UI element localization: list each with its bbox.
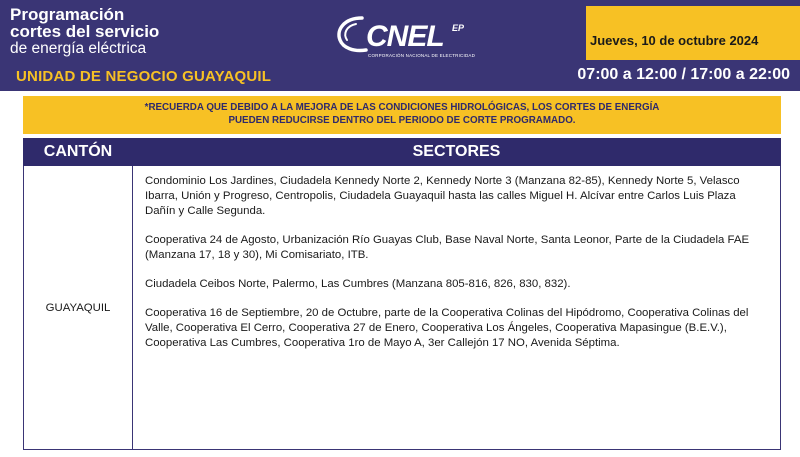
page-title <box>10 6 159 57</box>
logo-suffix: EP <box>452 23 465 33</box>
column-header-sectors: SECTORES <box>133 139 781 166</box>
notice-line-1: *RECUERDA QUE DEBIDO A LA MEJORA DE LAS CONDICIONES HIDROLÓGICAS, LOS CORTES DE ENERGÍA <box>144 102 660 113</box>
title-line-1: Programación <box>10 5 125 24</box>
business-unit-label: UNIDAD DE NEGOCIO GUAYAQUIL <box>16 68 272 85</box>
logo-subtitle: CORPORACIÓN NACIONAL DE ELECTRICIDAD <box>368 53 476 58</box>
sector-paragraph: Condominio Los Jardines, Ciudadela Kennedy Norte 2, Kennedy Norte 3 (Manzana 82-85), Kennedy Norte 5, Velasco Ibarra, Unión y Progreso, Centropolis, Ciudadela Guayaquil hasta las calles Miguel H. Alcívar entre Carlos Luis Plaza Dañín y Calle Segunda. <box>145 175 740 217</box>
title-line-2: cortes del servicio <box>10 22 160 41</box>
sector-paragraph: Cooperativa 24 de Agosto, Urbanización Río Guayas Club, Base Naval Norte, Santa Leonor, Parte de la Ciudadela FAE (Manzana 17, 18 y 30), Mi Comisariato, ITB. <box>145 234 750 261</box>
sector-paragraph: Cooperativa 16 de Septiembre, 20 de Octubre, parte de la Cooperativa Colinas del Hipódromo, Cooperativa Colinas del Valle, Cooperativa El Cerro, Cooperativa 27 de Enero, Cooperativa Los Ángeles, Cooperativa Mapasingue (B.E.V.), Cooperativa Las Cumbres, Cooperativa 1ro de Mayo A, 3er Callejón 17 NO, Avenida Séptima. <box>145 307 749 349</box>
canton-cell: GUAYAQUIL <box>24 166 133 450</box>
table-row <box>24 166 781 450</box>
hours-label: 07:00 a 12:00 / 17:00 a 22:00 <box>577 66 790 83</box>
notice-line-2: PUEDEN REDUCIRSE DENTRO DEL PERIODO DE CORTE PROGRAMADO. <box>228 115 576 126</box>
date-label: Jueves, 10 de octubre 2024 <box>590 33 759 48</box>
outage-table <box>23 138 781 450</box>
title-line-3: de energía eléctrica <box>10 40 147 57</box>
sectors-cell <box>133 166 781 450</box>
column-header-canton: CANTÓN <box>24 139 133 166</box>
sector-paragraph: Ciudadela Ceibos Norte, Palermo, Las Cumbres (Manzana 805-816, 826, 830, 832). <box>145 278 571 290</box>
logo-brand: CNEL <box>366 20 444 53</box>
notice-banner <box>23 96 781 134</box>
cnel-logo <box>330 10 490 64</box>
